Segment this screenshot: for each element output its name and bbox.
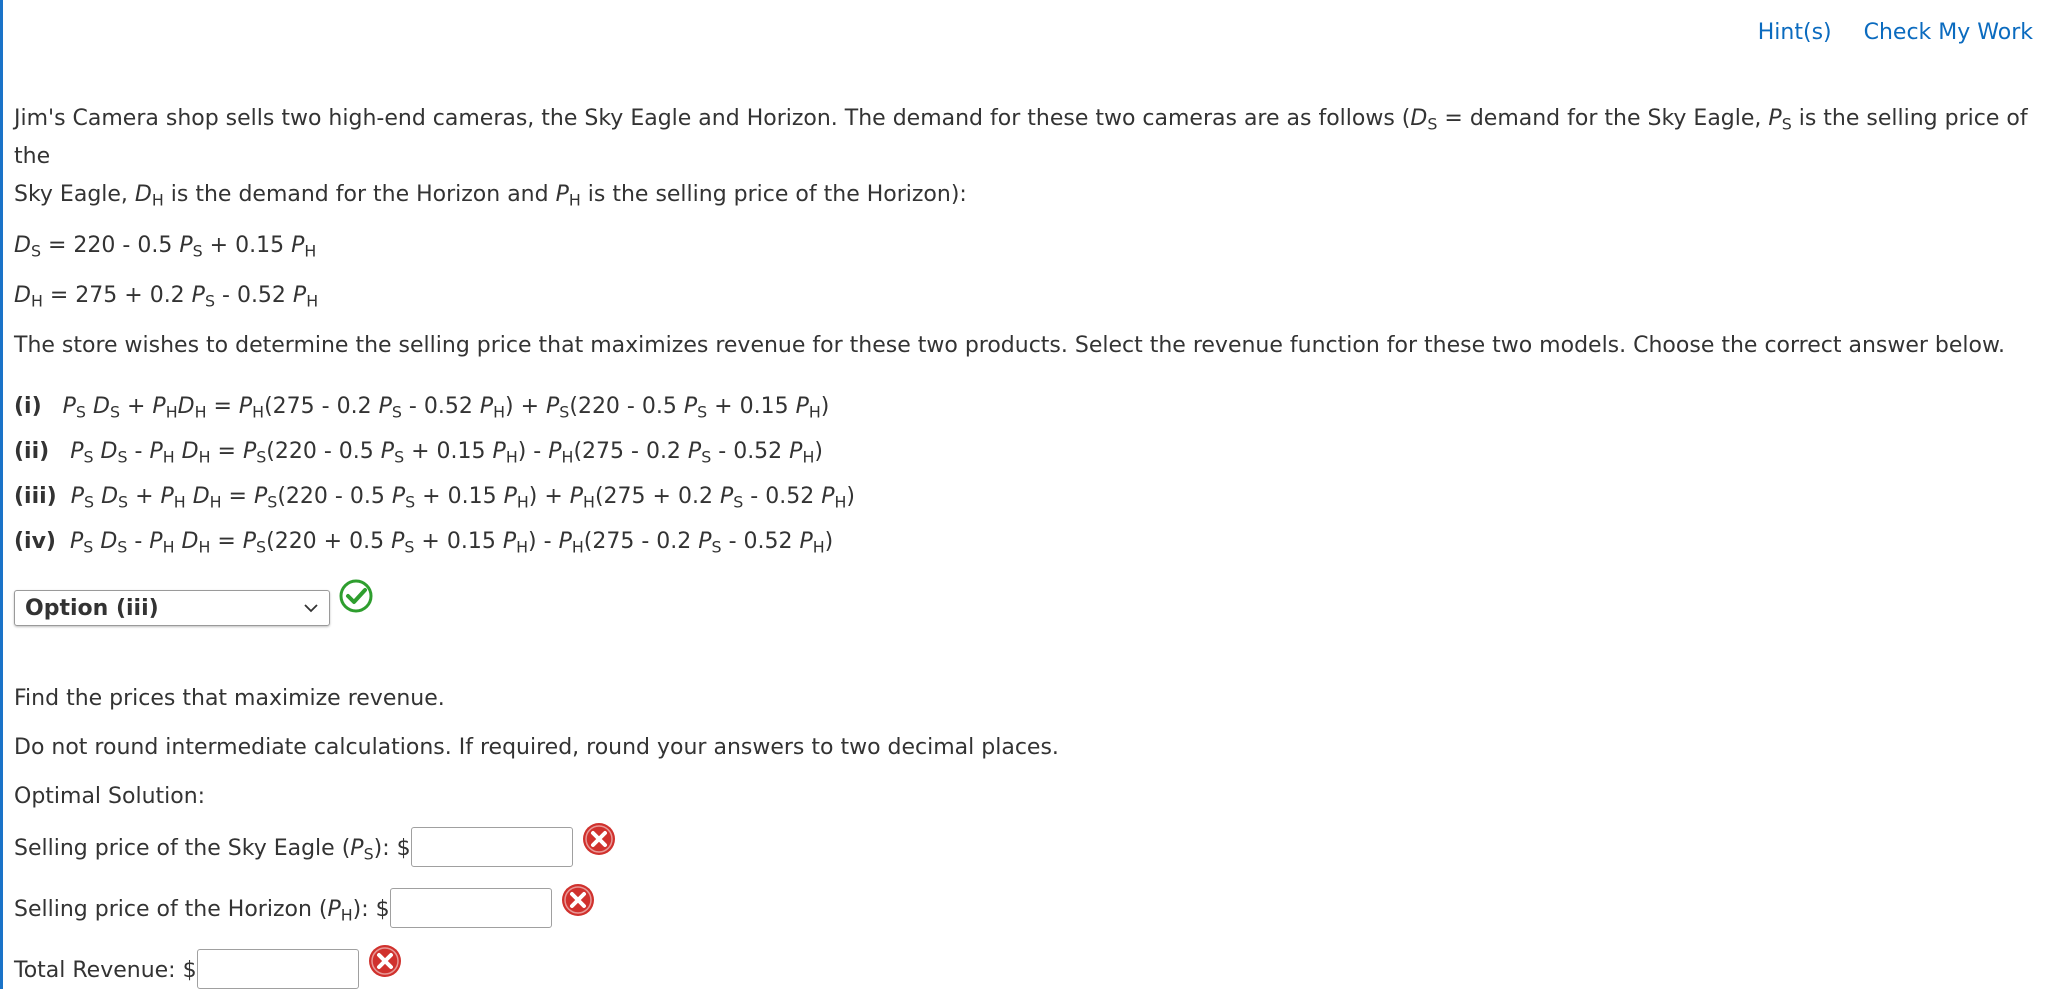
total-revenue-label: Total Revenue: $ (14, 958, 197, 983)
sky-eagle-price-label: Selling price of the Sky Eagle $(P_S)$: $ (14, 836, 411, 864)
total-revenue-input[interactable] (197, 949, 359, 989)
hints-link[interactable]: Hint(s) (1757, 20, 1832, 45)
optimal-solution-label: Optimal Solution: (14, 784, 206, 809)
correct-check-icon (338, 578, 374, 614)
answer-dropdown[interactable] (14, 590, 330, 626)
answer-select-row (14, 576, 2054, 626)
option-iii: (iii) $P_S$ $D_S + P_H$ $D_H = P_S(220 - 0.5$ $P_S + 0.15$ $P_H) + P_H(275 + 0.2$ $P_S - 0.52$ $P_H$) (14, 484, 855, 512)
rounding-instruction: Do not round intermediate calculations. If required, round your answers to two decimal places. (14, 735, 1059, 760)
incorrect-x-icon (367, 943, 403, 979)
answer-dropdown-value: Option (iii) (25, 595, 159, 621)
total-revenue-row (14, 943, 2054, 989)
option-iv: (iv) $P_S$ $D_S - P_H$ $D_H = P_S(220 + 0.5$ $P_S + 0.15$ $P_H) - P_H(275 - 0.2$ $P_S - 0.52$ $P_H$) (14, 529, 834, 557)
intro-text: Jim's Camera shop sells two high-end cameras, the Sky Eagle and Horizon. The demand for these two cameras are as follows ($D_S$ = demand for the Sky Eagle, $P_S$ is the selling price of the Sky Eagle, $D_H$ is the demand for the Horizon and $P_H$ is the selling price of the Horizon): (14, 106, 2028, 210)
find-prices-text: Find the prices that maximize revenue. (14, 686, 445, 711)
top-links (1758, 20, 2033, 45)
horizon-price-input[interactable] (390, 888, 552, 928)
answer-options (14, 384, 2054, 564)
demand-equation-horizon: $D_H = 275 + 0.2$ $P_S - 0.52$ $P_H$ (14, 283, 319, 311)
option-ii: (ii) $P_S$ $D_S - P_H$ $D_H = P_S(220 - 0.5$ $P_S + 0.15$ $P_H) - P_H(275 - 0.2$ $P_S - 0.52$ $P_H$) (14, 439, 823, 467)
horizon-price-row (14, 882, 2054, 943)
check-my-work-link[interactable]: Check My Work (1863, 20, 2033, 45)
horizon-price-label: Selling price of the Horizon $(P_H)$: $ (14, 897, 390, 925)
demand-equation-sky: $D_S = 220 - 0.5$ $P_S + 0.15$ $P_H$ (14, 233, 317, 261)
question-content (14, 100, 2054, 989)
incorrect-x-icon (560, 882, 596, 918)
option-i: (i) $P_S$ $D_S + P_HD_H = P_H(275 - 0.2$ $P_S - 0.52$ $P_H) + P_S(220 - 0.5$ $P_S + 0.15$ $P_H$) (14, 394, 830, 422)
incorrect-x-icon (581, 821, 617, 857)
left-border (0, 0, 3, 989)
sky-eagle-price-row (14, 821, 2054, 882)
part-two (14, 674, 2054, 989)
question-prompt: The store wishes to determine the selling price that maximizes revenue for these two products. Select the revenue function for these two models. Choose the correct answer below. (14, 333, 2005, 358)
sky-eagle-price-input[interactable] (411, 827, 573, 867)
chevron-down-icon (303, 603, 319, 613)
